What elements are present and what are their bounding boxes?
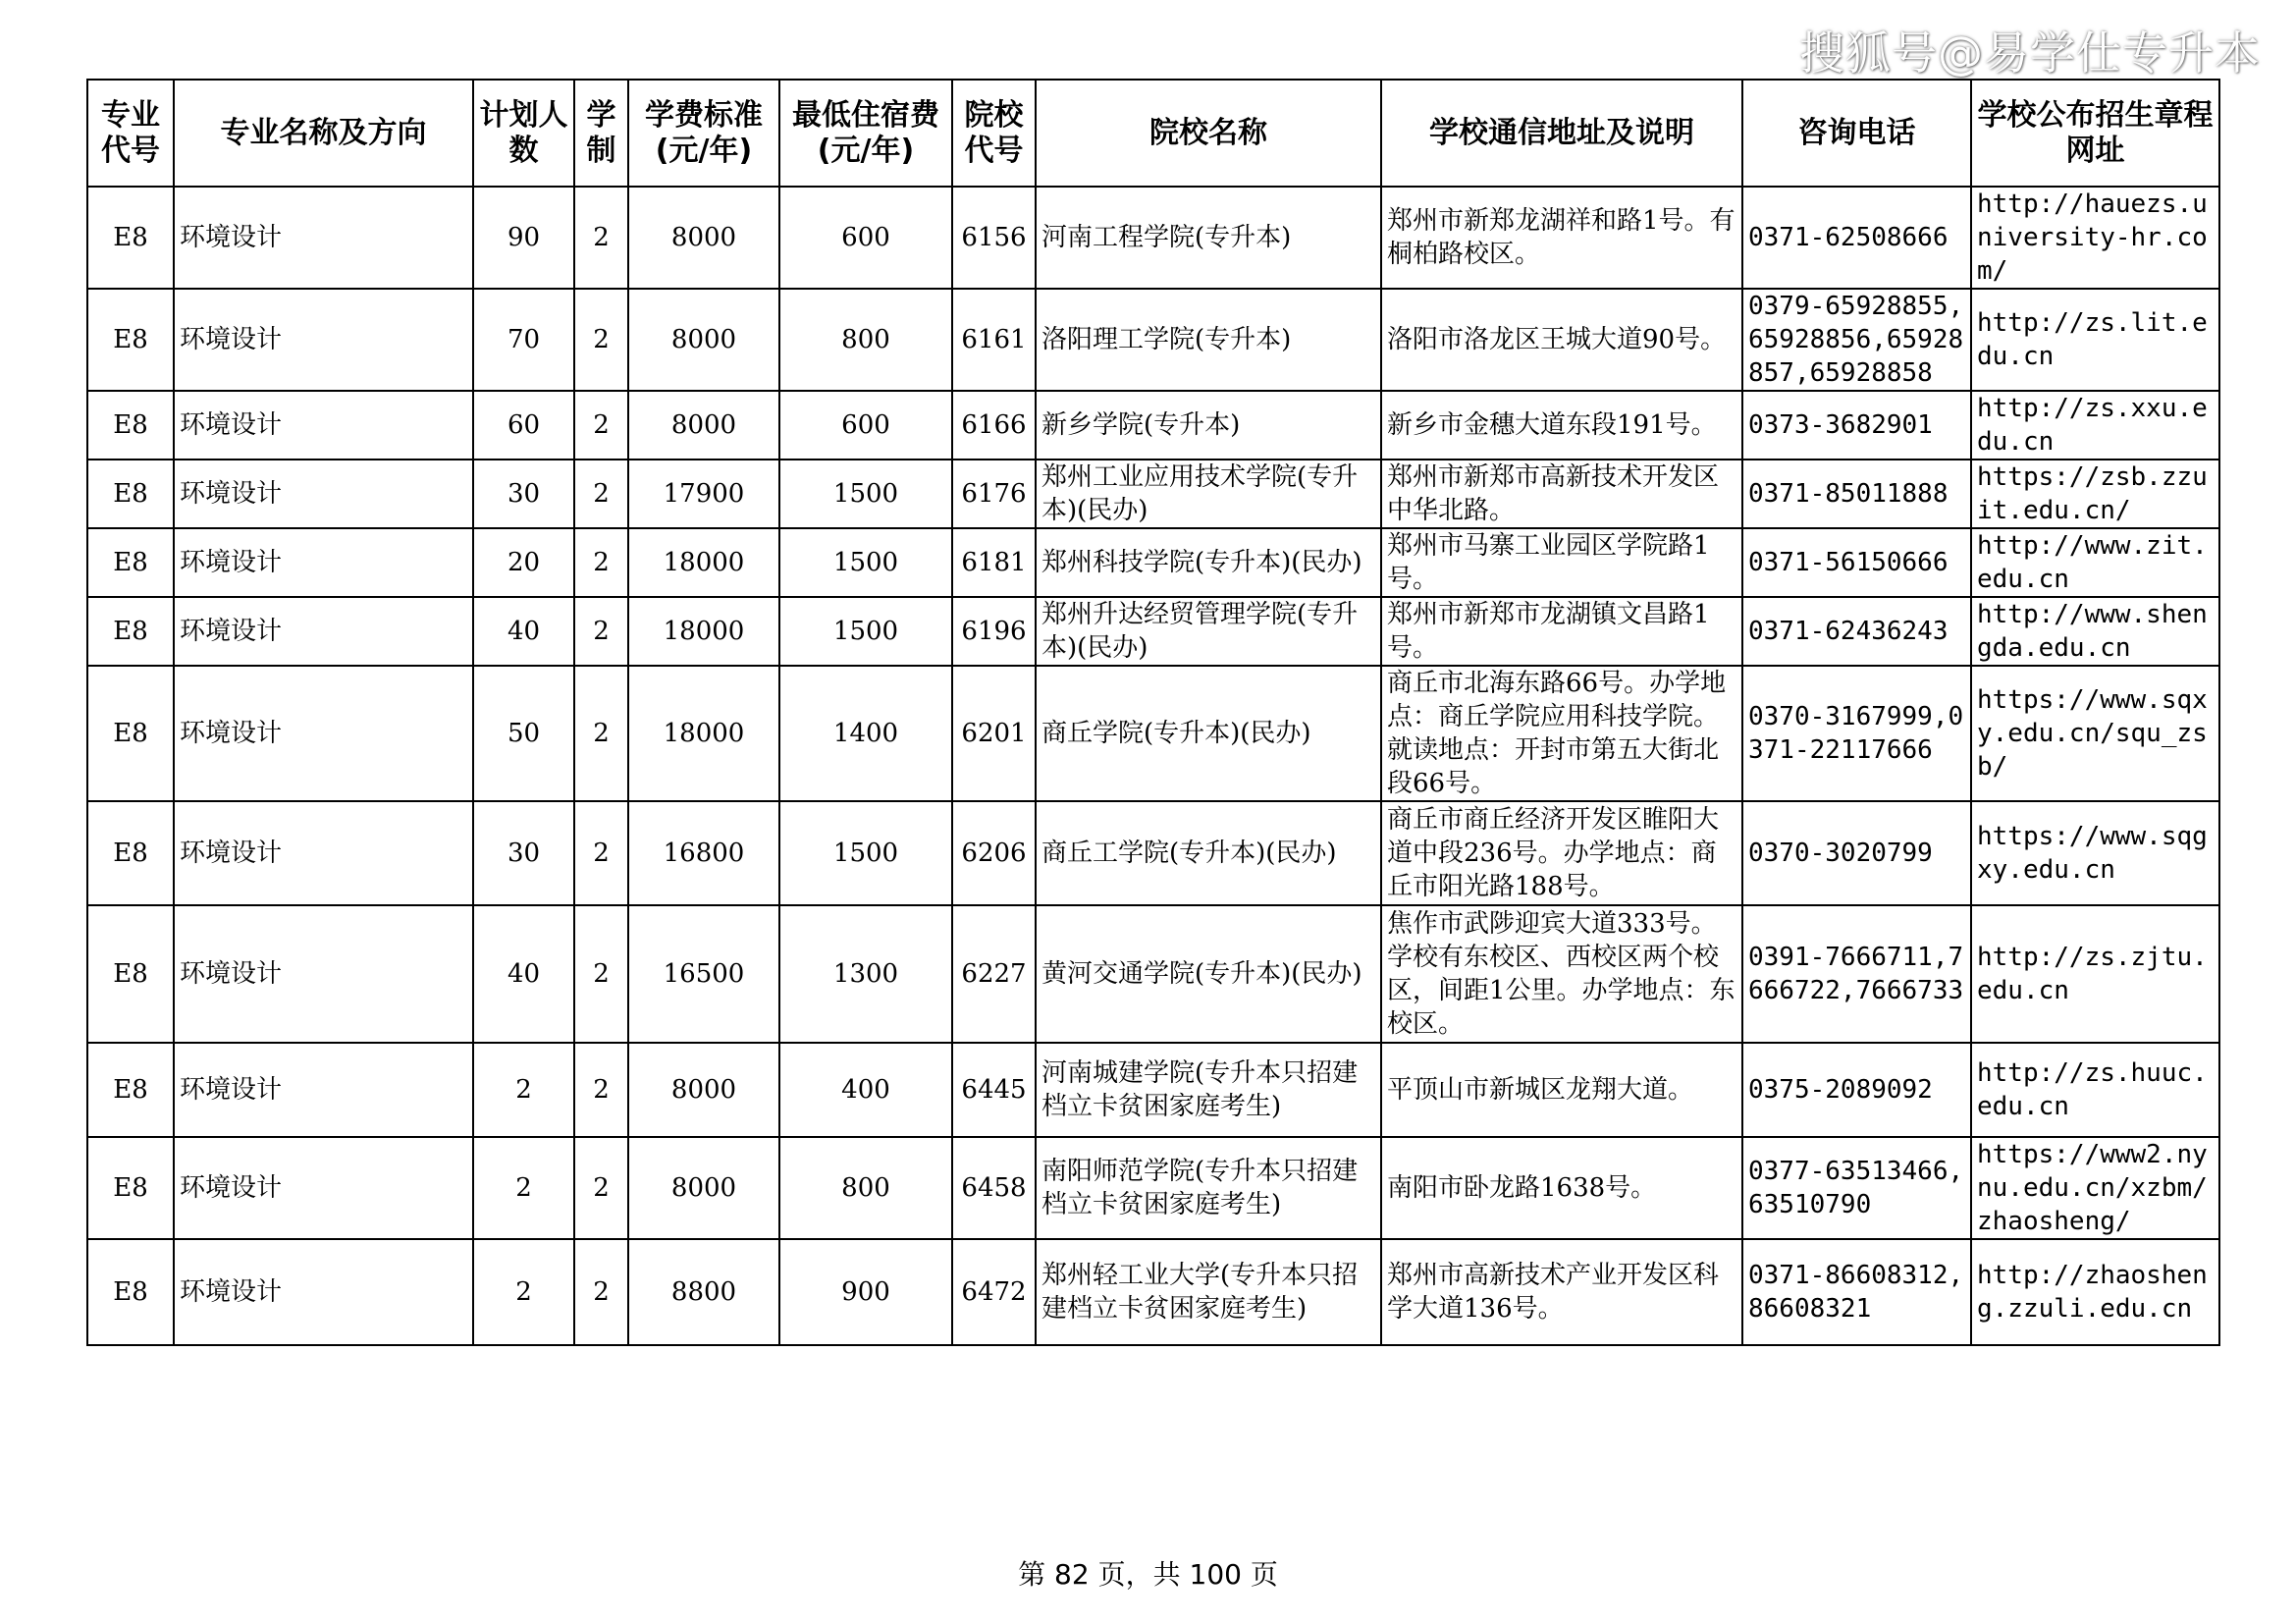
lodging-cell: 800 [779,289,952,391]
address-cell: 洛阳市洛龙区王城大道90号。 [1381,289,1742,391]
tuition-cell: 18000 [628,597,779,666]
major-name-cell: 环境设计 [174,905,473,1043]
url-cell[interactable]: http://zhaosheng.zzuli.edu.cn [1971,1239,2219,1345]
phone-cell: 0371-85011888 [1742,460,1971,528]
address-cell: 郑州市马寨工业园区学院路1号。 [1381,528,1742,597]
major-code-cell: E8 [87,1043,174,1137]
school-code-cell: 6201 [952,666,1036,801]
school-name-cell: 郑州工业应用技术学院(专升本)(民办) [1036,460,1381,528]
major-name-cell: 环境设计 [174,187,473,289]
header-major-code: 专业代号 [87,80,174,187]
phone-cell: 0371-56150666 [1742,528,1971,597]
header-tuition: 学费标准(元/年) [628,80,779,187]
url-cell[interactable]: https://www2.nynu.edu.cn/xzbm/zhaosheng/ [1971,1137,2219,1239]
school-code-cell: 6227 [952,905,1036,1043]
watermark: 搜狐号@易学仕专升本 [1799,27,2261,80]
major-name-cell: 环境设计 [174,666,473,801]
years-cell: 2 [574,801,628,905]
major-code-cell: E8 [87,905,174,1043]
school-code-cell: 6445 [952,1043,1036,1137]
years-cell: 2 [574,528,628,597]
plan-count-cell: 30 [473,460,574,528]
table-row [87,528,2219,597]
years-cell: 2 [574,1043,628,1137]
address-cell: 南阳市卧龙路1638号。 [1381,1137,1742,1239]
phone-cell: 0379-65928855,65928856,65928857,65928858 [1742,289,1971,391]
table-row [87,666,2219,801]
tuition-cell: 18000 [628,666,779,801]
lodging-cell: 400 [779,1043,952,1137]
current-page-number: 82 [1054,1558,1090,1591]
major-name-cell: 环境设计 [174,289,473,391]
plan-count-cell: 2 [473,1137,574,1239]
url-cell[interactable]: http://zs.zjtu.edu.cn [1971,905,2219,1043]
major-name-cell: 环境设计 [174,528,473,597]
tuition-cell: 8000 [628,391,779,460]
lodging-cell: 900 [779,1239,952,1345]
major-name-cell: 环境设计 [174,391,473,460]
header-plan-count: 计划人数 [473,80,574,187]
major-name-cell: 环境设计 [174,1043,473,1137]
footer-suffix: 页 [1241,1558,1278,1591]
table-row [87,905,2219,1043]
school-name-cell: 河南城建学院(专升本只招建档立卡贫困家庭考生) [1036,1043,1381,1137]
school-name-cell: 新乡学院(专升本) [1036,391,1381,460]
header-years: 学制 [574,80,628,187]
school-code-cell: 6458 [952,1137,1036,1239]
table-row [87,391,2219,460]
school-name-cell: 南阳师范学院(专升本只招建档立卡贫困家庭考生) [1036,1137,1381,1239]
table-row [87,597,2219,666]
years-cell: 2 [574,666,628,801]
tuition-cell: 16800 [628,801,779,905]
plan-count-cell: 50 [473,666,574,801]
school-name-cell: 商丘工学院(专升本)(民办) [1036,801,1381,905]
url-cell[interactable]: http://zs.huuc.edu.cn [1971,1043,2219,1137]
major-code-cell: E8 [87,391,174,460]
table-row [87,801,2219,905]
plan-count-cell: 30 [473,801,574,905]
address-cell: 焦作市武陟迎宾大道333号。学校有东校区、西校区两个校区，间距1公里。办学地点：东校区。 [1381,905,1742,1043]
school-code-cell: 6161 [952,289,1036,391]
lodging-cell: 1300 [779,905,952,1043]
address-cell: 郑州市新郑龙湖祥和路1号。有桐柏路校区。 [1381,187,1742,289]
years-cell: 2 [574,1137,628,1239]
header-row [87,80,2219,187]
phone-cell: 0371-62436243 [1742,597,1971,666]
school-code-cell: 6166 [952,391,1036,460]
address-cell: 商丘市商丘经济开发区睢阳大道中段236号。办学地点：商丘市阳光路188号。 [1381,801,1742,905]
plan-count-cell: 20 [473,528,574,597]
header-url: 学校公布招生章程网址 [1971,80,2219,187]
phone-cell: 0370-3167999,0371-22117666 [1742,666,1971,801]
school-code-cell: 6176 [952,460,1036,528]
major-name-cell: 环境设计 [174,597,473,666]
school-name-cell: 商丘学院(专升本)(民办) [1036,666,1381,801]
address-cell: 郑州市高新技术产业开发区科学大道136号。 [1381,1239,1742,1345]
phone-cell: 0371-86608312,86608321 [1742,1239,1971,1345]
lodging-cell: 1500 [779,528,952,597]
total-page-count: 100 [1189,1558,1242,1591]
years-cell: 2 [574,905,628,1043]
major-code-cell: E8 [87,1239,174,1345]
footer-middle: 页，共 [1089,1558,1190,1591]
years-cell: 2 [574,289,628,391]
header-lodging: 最低住宿费(元/年) [779,80,952,187]
url-cell[interactable]: http://www.zit.edu.cn [1971,528,2219,597]
address-cell: 郑州市新郑市高新技术开发区中华北路。 [1381,460,1742,528]
school-code-cell: 6196 [952,597,1036,666]
school-code-cell: 6472 [952,1239,1036,1345]
lodging-cell: 1500 [779,801,952,905]
years-cell: 2 [574,460,628,528]
url-cell[interactable]: https://www.sqgxy.edu.cn [1971,801,2219,905]
major-name-cell: 环境设计 [174,1137,473,1239]
years-cell: 2 [574,391,628,460]
phone-cell: 0391-7666711,7666722,7666733 [1742,905,1971,1043]
major-code-cell: E8 [87,289,174,391]
address-cell: 郑州市新郑市龙湖镇文昌路1号。 [1381,597,1742,666]
major-code-cell: E8 [87,801,174,905]
school-name-cell: 郑州升达经贸管理学院(专升本)(民办) [1036,597,1381,666]
major-code-cell: E8 [87,666,174,801]
years-cell: 2 [574,1239,628,1345]
tuition-cell: 8000 [628,289,779,391]
header-school-code: 院校代号 [952,80,1036,187]
url-cell[interactable]: https://www.sqxy.edu.cn/squ_zsb/ [1971,666,2219,801]
plan-count-cell: 60 [473,391,574,460]
major-code-cell: E8 [87,528,174,597]
lodging-cell: 800 [779,1137,952,1239]
lodging-cell: 1500 [779,460,952,528]
major-code-cell: E8 [87,187,174,289]
table-row [87,289,2219,391]
lodging-cell: 600 [779,187,952,289]
plan-count-cell: 40 [473,905,574,1043]
tuition-cell: 8000 [628,1043,779,1137]
url-cell[interactable]: http://www.shengda.edu.cn [1971,597,2219,666]
address-cell: 新乡市金穗大道东段191号。 [1381,391,1742,460]
header-school-name: 院校名称 [1036,80,1381,187]
lodging-cell: 600 [779,391,952,460]
table-row [87,1137,2219,1239]
header-major-name: 专业名称及方向 [174,80,473,187]
major-name-cell: 环境设计 [174,801,473,905]
url-cell[interactable]: http://zs.lit.edu.cn [1971,289,2219,391]
header-address: 学校通信地址及说明 [1381,80,1742,187]
address-cell: 商丘市北海东路66号。办学地点：商丘学院应用科技学院。就读地点：开封市第五大街北段66号。 [1381,666,1742,801]
plan-count-cell: 2 [473,1239,574,1345]
major-code-cell: E8 [87,460,174,528]
url-cell[interactable]: http://hauezs.university-hr.com/ [1971,187,2219,289]
school-code-cell: 6206 [952,801,1036,905]
tuition-cell: 17900 [628,460,779,528]
plan-count-cell: 70 [473,289,574,391]
lodging-cell: 1400 [779,666,952,801]
tuition-cell: 18000 [628,528,779,597]
school-name-cell: 黄河交通学院(专升本)(民办) [1036,905,1381,1043]
header-phone: 咨询电话 [1742,80,1971,187]
enrollment-plan-table [86,79,2220,1346]
phone-cell: 0370-3020799 [1742,801,1971,905]
major-code-cell: E8 [87,597,174,666]
url-cell[interactable]: https://zsb.zzuit.edu.cn/ [1971,460,2219,528]
tuition-cell: 8000 [628,1137,779,1239]
tuition-cell: 8800 [628,1239,779,1345]
phone-cell: 0375-2089092 [1742,1043,1971,1137]
table-row [87,460,2219,528]
school-name-cell: 洛阳理工学院(专升本) [1036,289,1381,391]
school-code-cell: 6156 [952,187,1036,289]
major-code-cell: E8 [87,1137,174,1239]
plan-count-cell: 40 [473,597,574,666]
school-name-cell: 郑州轻工业大学(专升本只招建档立卡贫困家庭考生) [1036,1239,1381,1345]
address-cell: 平顶山市新城区龙翔大道。 [1381,1043,1742,1137]
school-name-cell: 河南工程学院(专升本) [1036,187,1381,289]
years-cell: 2 [574,597,628,666]
table-row [87,187,2219,289]
major-name-cell: 环境设计 [174,460,473,528]
major-name-cell: 环境设计 [174,1239,473,1345]
plan-count-cell: 90 [473,187,574,289]
phone-cell: 0377-63513466,63510790 [1742,1137,1971,1239]
school-name-cell: 郑州科技学院(专升本)(民办) [1036,528,1381,597]
footer-prefix: 第 [1018,1558,1055,1591]
table-row [87,1043,2219,1137]
school-code-cell: 6181 [952,528,1036,597]
plan-count-cell: 2 [473,1043,574,1137]
years-cell: 2 [574,187,628,289]
tuition-cell: 8000 [628,187,779,289]
url-cell[interactable]: http://zs.xxu.edu.cn [1971,391,2219,460]
lodging-cell: 1500 [779,597,952,666]
page-footer [0,1553,2296,1593]
phone-cell: 0371-62508666 [1742,187,1971,289]
table-row [87,1239,2219,1345]
tuition-cell: 16500 [628,905,779,1043]
phone-cell: 0373-3682901 [1742,391,1971,460]
